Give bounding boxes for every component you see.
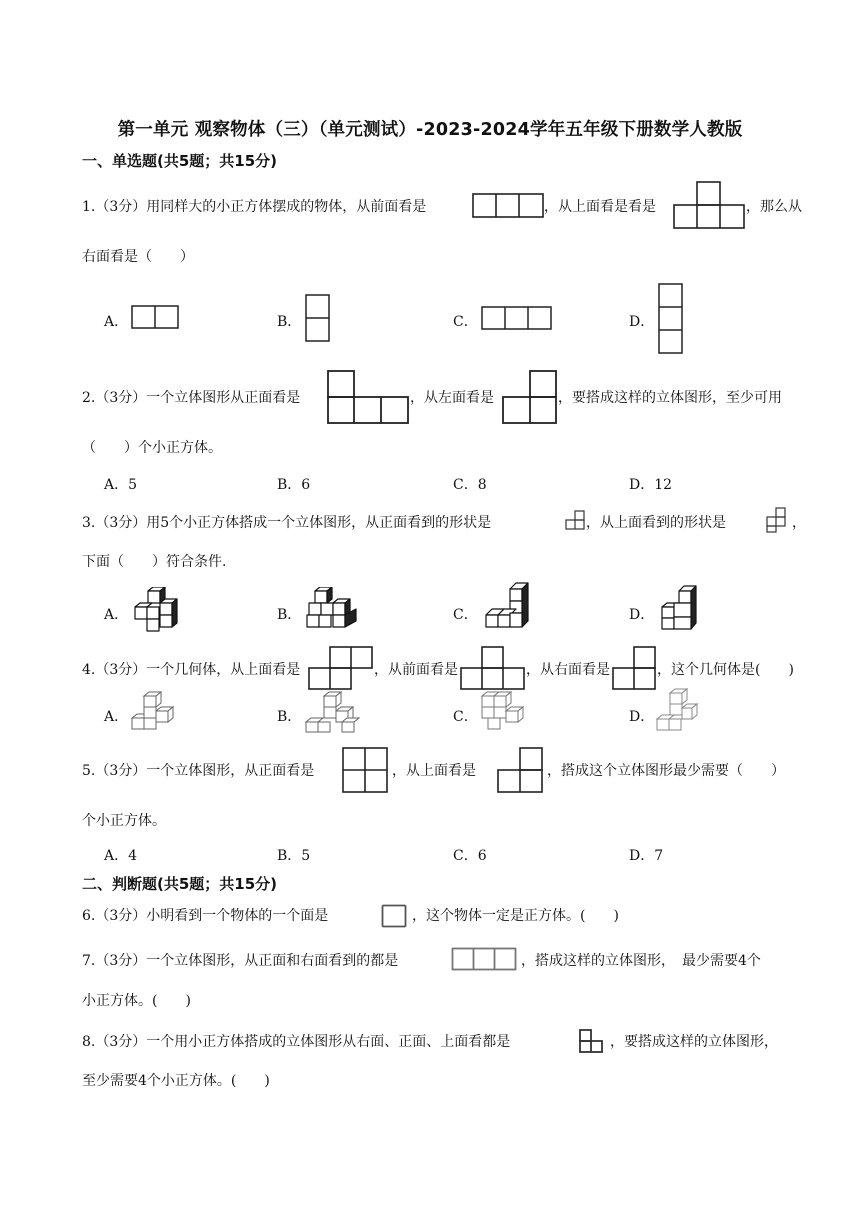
q7-view-figure bbox=[451, 947, 517, 971]
q2-text-4: （ ）个小正方体。 bbox=[82, 440, 222, 456]
q6-text-1: 6.（3分）小明看到一个物体的一个面是 bbox=[82, 908, 329, 924]
q2-text-3: ，要搭成这样的立体图形，至少可用 bbox=[558, 390, 782, 406]
q4-option-d[interactable]: D． bbox=[629, 709, 655, 725]
q5-option-a[interactable]: A．4 bbox=[104, 848, 138, 864]
page-title: 第一单元 观察物体（三）（单元测试）-2023-2024学年五年级下册数学人教版 bbox=[117, 120, 743, 140]
q4-front-view-figure bbox=[460, 646, 526, 690]
q5-option-c[interactable]: C．6 bbox=[453, 848, 487, 864]
q2-text-2: ，从左面看是 bbox=[410, 390, 494, 406]
q4-option-c[interactable]: C． bbox=[453, 709, 478, 725]
q1-option-b[interactable]: B． bbox=[277, 314, 302, 330]
q1-top-view-figure bbox=[673, 181, 745, 229]
q7-text-2: ，搭成这样的立体图形， 最少需要4个 bbox=[521, 953, 761, 969]
q5-top-view-figure bbox=[497, 747, 543, 793]
q5-option-d[interactable]: D．7 bbox=[629, 848, 664, 864]
q6-face-figure bbox=[381, 904, 407, 928]
q4-option-b-cubes bbox=[302, 690, 362, 734]
q8-text-2: ，要搭成这样的立体图形， bbox=[610, 1034, 778, 1050]
q2-option-c[interactable]: C．8 bbox=[453, 477, 487, 493]
q5-text-3: ，搭成这个立体图形最少需要（ ） bbox=[547, 763, 785, 779]
q4-top-view-figure bbox=[308, 646, 374, 690]
q3-text-2: ，从上面看到的形状是 bbox=[586, 515, 726, 531]
q8-view-figure bbox=[578, 1028, 604, 1054]
q4-text-3: ，从右面看是 bbox=[526, 662, 610, 678]
q8-text-1: 8.（3分）一个用小正方体搭成的立体图形从右面、正面、上面看都是 bbox=[82, 1034, 511, 1050]
q3-option-d[interactable]: D． bbox=[629, 607, 655, 623]
q1-option-d-figure bbox=[658, 283, 683, 354]
section-heading-true-false: 二、判断题(共5题；共15分) bbox=[82, 875, 278, 893]
q2-option-d[interactable]: D．12 bbox=[629, 477, 673, 493]
q4-option-a[interactable]: A． bbox=[104, 709, 129, 725]
q3-option-c-cubes bbox=[482, 581, 536, 637]
q4-option-d-cubes bbox=[654, 688, 700, 734]
q3-text-4: 下面（ ）符合条件. bbox=[82, 554, 227, 570]
q5-text-1: 5.（3分）一个立体图形，从正面看是 bbox=[82, 763, 315, 779]
section-heading-single-choice: 一、单选题(共5题；共15分) bbox=[82, 152, 278, 170]
q1-option-b-figure bbox=[305, 294, 330, 342]
q4-text-1: 4.（3分）一个几何体，从上面看是 bbox=[82, 662, 301, 678]
q3-option-a-cubes bbox=[132, 587, 178, 635]
q5-option-b[interactable]: B．5 bbox=[277, 848, 311, 864]
q2-option-a[interactable]: A．5 bbox=[104, 477, 138, 493]
q2-text-1: 2.（3分）一个立体图形从正面看是 bbox=[82, 390, 301, 406]
q2-option-b[interactable]: B．6 bbox=[277, 477, 311, 493]
q3-text-3: ， bbox=[792, 515, 806, 531]
q3-front-view-figure bbox=[564, 509, 586, 531]
q4-text-2: ，从前面看是 bbox=[374, 662, 458, 678]
q2-left-view-figure bbox=[502, 370, 558, 425]
q5-text-4: 个小正方体。 bbox=[82, 813, 166, 829]
q6-text-2: ，这个物体一定是正方体。( ) bbox=[412, 908, 619, 924]
q1-option-a[interactable]: A． bbox=[104, 314, 129, 330]
q7-text-3: 小正方体。( ) bbox=[82, 993, 191, 1009]
q1-option-c-figure bbox=[481, 306, 552, 330]
q7-text-1: 7.（3分）一个立体图形，从正面和右面看到的都是 bbox=[82, 953, 399, 969]
q4-option-a-cubes bbox=[126, 690, 180, 732]
q3-option-a[interactable]: A． bbox=[104, 607, 129, 623]
q3-option-d-cubes bbox=[657, 585, 701, 635]
q4-right-view-figure bbox=[612, 646, 657, 690]
q8-text-3: 至少需要4个小正方体。( ) bbox=[82, 1073, 270, 1089]
q1-front-view-figure bbox=[472, 193, 544, 219]
q1-text-1: 1.（3分）用同样大的小正方体摆成的物体，从前面看是 bbox=[82, 199, 427, 215]
q1-text-2: ，从上面看是看是 bbox=[544, 199, 656, 215]
q3-text-1: 3.（3分）用5个小正方体搭成一个立体图形，从正面看到的形状是 bbox=[82, 515, 492, 531]
q3-option-b-cubes bbox=[305, 587, 357, 635]
q4-option-b[interactable]: B． bbox=[277, 709, 302, 725]
q1-option-a-figure bbox=[131, 305, 179, 329]
q1-option-c[interactable]: C． bbox=[453, 314, 478, 330]
q1-text-4: 右面看是（ ） bbox=[82, 249, 194, 265]
q5-text-2: ，从上面看是 bbox=[392, 763, 476, 779]
q5-front-view-figure bbox=[342, 747, 388, 793]
q3-option-c[interactable]: C． bbox=[453, 607, 478, 623]
q3-option-b[interactable]: B． bbox=[277, 607, 302, 623]
q3-top-view-figure bbox=[764, 506, 788, 534]
q4-option-c-cubes bbox=[478, 690, 526, 732]
q1-text-3: ，那么从 bbox=[746, 199, 802, 215]
q1-option-d[interactable]: D． bbox=[629, 314, 655, 330]
q2-front-view-figure bbox=[327, 370, 409, 425]
q4-text-4: ，这个几何体是( ) bbox=[657, 662, 794, 678]
